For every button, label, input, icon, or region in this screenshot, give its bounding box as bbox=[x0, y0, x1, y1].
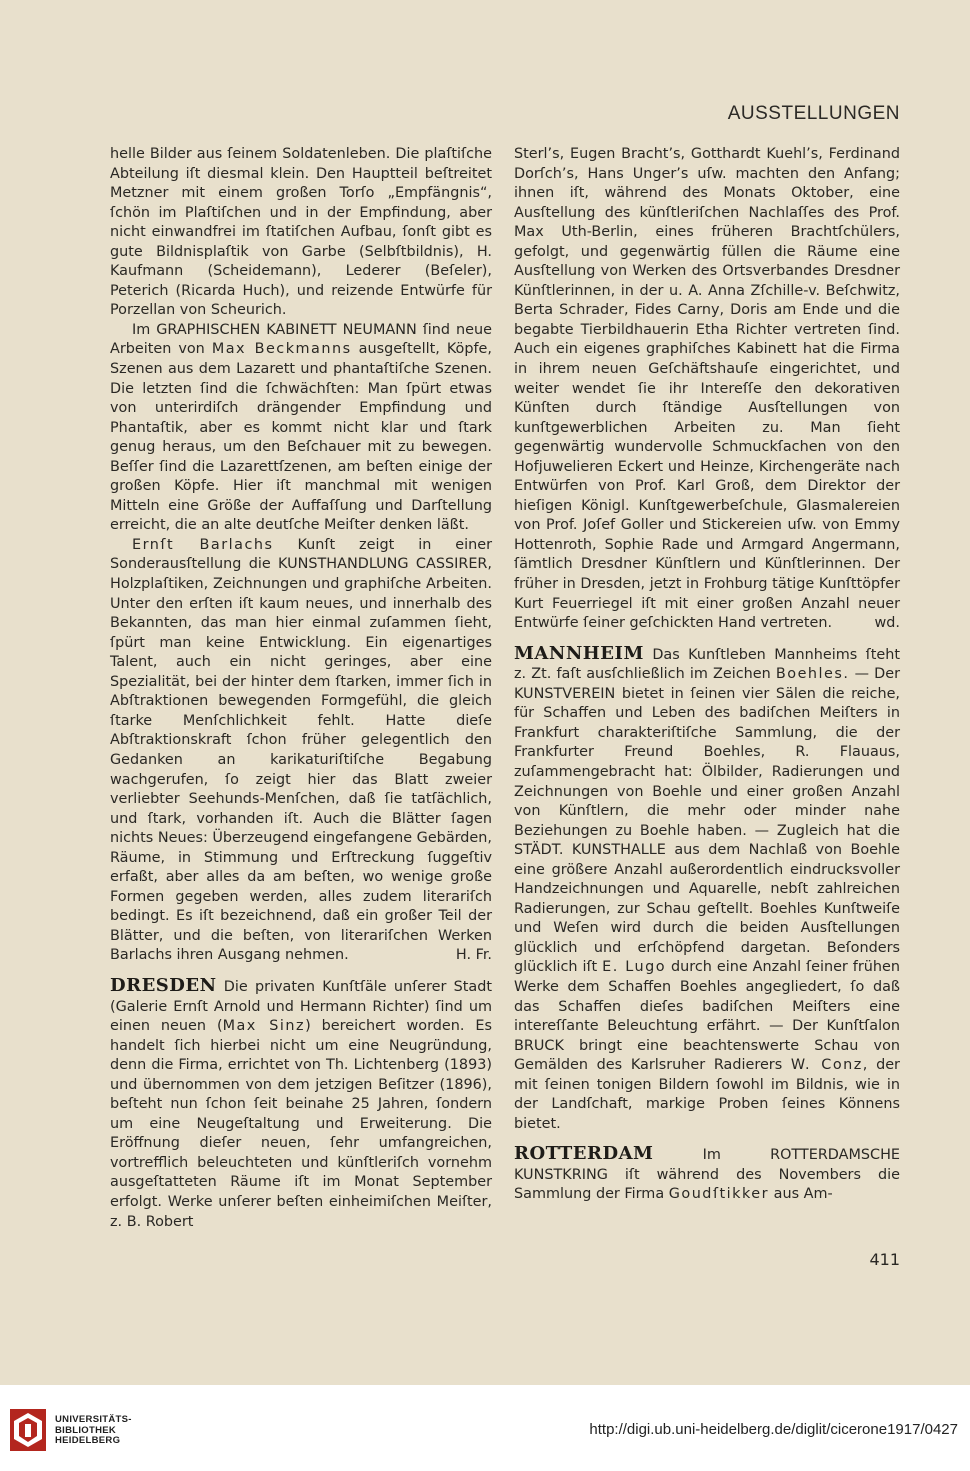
artist-name: Goudſtikker bbox=[668, 1186, 770, 1203]
paragraph: MANNHEIM Das Kunſtleben Mannheims ſteht z. Zt. faſt ausſchließlich im Zeichen Boehles. — Der KUNSTVEREIN bietet in ſeinen vier Sälen die reiche, für Schaffen und Leben des badiſchen Meiſters in Frankfurt charakteriſtiſche Sammlung, die der Frankfurter Freund Boehles, R. Flauaus, zuſammengebracht hat: Ölbilder, Radierungen und Zeichnungen von Boehle und einer großen Anzahl von Künſtlern, die mehr oder minder nahe Beziehungen zu Boehle haben. — Zugleich hat die STÄDT. KUNSTHALLE aus dem Nachlaß von Boehle eine größere Anzahl außerordentlich eindrucksvoller Handzeichnungen und Aquarelle, nebſt zahlreichen Radierungen, zur Schau geſtellt. Boehles Kunſtweiſe und Weſen wird durch die beiden Ausſtellungen glücklich und erſchöpfend dargetan. Beſonders glücklich iſt E. Lugo durch eine Anzahl ſeiner frühen Werke dem Schaffen Boehles angegliedert, ſo daß das Schaffen dieſes badiſchen Meiſters eine intereſſante Beleuchtung erfährt. — Der Kunſtſalon BRUCK bringt eine beachtenswerte Schau von Gemälden des Karlsruher Radierers W. Conz, der mit ſeinen tonigen Bildern ſowohl im Bildnis, wie in der Landſchaft, markige Proben ſeines Könnens bietet. bbox=[514, 642, 900, 1132]
source-url-link[interactable]: http://digi.ub.uni-heidelberg.de/diglit/cicerone1917/0427 bbox=[589, 1421, 958, 1438]
artist-name: Ernſt Barlachs bbox=[132, 536, 274, 553]
artist-name: Max Sinz bbox=[222, 1018, 306, 1035]
section-heading-mannheim: MANNHEIM bbox=[514, 642, 644, 664]
section-heading-dresden: DRESDEN bbox=[110, 974, 217, 996]
paragraph: Ernſt Barlachs Kunſt zeigt in einer Sonderausſtellung die KUNSTHANDLUNG CASSIRER, Holzplaſtiken, Zeichnungen und graphiſche Arbeiten. Unter den erſten iſt kaum neues, und innerhalb des Bekannten, das man hier einmal zuſammen ſieht, ſpürt man keine Entwicklung. Ein eigenartiges Talent, auch ein nicht geringes, aber eine Spezialität, bei der hinter dem ſtarken, immer ſich in Abſtraktionen bewegenden Formgefühl, die gleich ſtarke Menſchlichkeit fehlt. Hatte dieſe Abſtraktionskraft ſchon früher gelegentlich den Gedanken an karikaturiſtiſche Begabung wachgerufen, ſo zeigt hier das Blatt zweier verliebter Seehunds-Menſchen, daß ſie tatſächlich, und ſtark, vorhanden iſt. Auch die Blätter ſagen nichts Neues: Überzeugend eingefangene Gebärden, Räume, in Stimmung und Erſtreckung ſuggeſtiv erfaßt, aber alles da am beſten, wo wenige große Formen gegeben werden, alles zudem literariſch bedingt. Es iſt bezeichnend, daß ein großer Teil der Blätter, und die beſten, von literariſchen Werken Barlachs ihren Ausgang nehmen. H. Fr. bbox=[110, 536, 492, 966]
artist-name: W. Conz bbox=[790, 1057, 863, 1074]
right-column bbox=[514, 145, 900, 1205]
author-signature: H. Fr. bbox=[455, 947, 492, 964]
footer-bar bbox=[0, 1385, 970, 1471]
university-seal-icon bbox=[8, 1407, 48, 1453]
page-number: 411 bbox=[869, 1250, 900, 1269]
section-heading-rotterdam: ROTTERDAM bbox=[514, 1143, 654, 1165]
left-column bbox=[110, 145, 492, 1232]
running-header: AUSSTELLUNGEN bbox=[727, 103, 900, 124]
paragraph: Im GRAPHISCHEN KABINETT NEUMANN ſind neue Arbeiten von Max Beckmanns ausgeſtellt, Köpfe, Szenen aus dem Lazarett und phantaſtiſche Szenen. Die letzten ſind die ſchwächſten: Man ſpürt etwas von unterirdiſch drängender Empfindung und Phantaſtik, aber es kommt nicht klar und ſtark genug heraus, um den Beſchauer mit zu bewegen. Beſſer ſind die Lazarettſzenen, am beſten einige der großen Köpfe. Hier iſt manchmal mit wenigen Mitteln eine Größe der Auffaſſung und Darſtellung erreicht, die an alte deutſche Meiſter denken läßt. bbox=[110, 321, 492, 534]
library-name: UNIVERSITÄTS- BIBLIOTHEK HEIDELBERG bbox=[55, 1414, 132, 1446]
paragraph: ROTTERDAM Im ROTTERDAMSCHE KUNSTKRING iſt während des Novembers die Sammlung der Firma Goudſtikker aus Am- bbox=[514, 1143, 900, 1203]
paragraph: DRESDEN Die privaten Kunſtſäle unſerer Stadt (Galerie Ernſt Arnold und Hermann Richter) ſind um einen neuen (Max Sinz) bereichert worden. Es handelt ſich hierbei nicht um eine Neugründung, denn die Firma, errichtet von Th. Lichtenberg (1893) und übernommen von dem jetzigen Beſitzer (1896), beſteht nun ſchon ſeit beinahe 25 Jahren, ſondern um eine Neugeſtaltung und Erweiterung. Die Eröffnung dieſer neuen, ſehr umfangreichen, vortrefflich beleuchteten und künſtleriſch vornehm ausgeſtatteten Räume iſt im Monat September erfolgt. Werke unſerer beſten einheimiſchen Meiſter, z. B. Robert bbox=[110, 974, 492, 1230]
artist-name: Boehles. bbox=[775, 666, 850, 683]
paragraph: helle Bilder aus ſeinem Soldatenleben. Die plaſtiſche Abteilung iſt diesmal klein. Den Hauptteil beſtreitet Metzner mit einem großen Torſo „Empfängnis“, ſchön im Plaſtiſchen und in der Empfindung, aber nicht einwandfrei im ſtatiſchen Aufbau, ſonſt gibt es gute Bildnisplaſtik von Garbe (Selbſtbildnis), H. Kaufmann (Scheidemann), Lederer (Beſeler), Peterich (Ricarda Huch), und reizende Entwürfe für Porzellan von Scheurich. bbox=[110, 146, 492, 319]
artist-name: Max Beckmanns bbox=[211, 341, 352, 358]
artist-name: E. Lugo bbox=[602, 959, 667, 976]
author-signature: wd. bbox=[874, 615, 900, 632]
paragraph: Sterl’s, Eugen Bracht’s, Gotthardt Kuehl’s, Ferdinand Dorſch’s, Hans Unger’s uſw. machten den Anfang; ihnen iſt, während des Monats Oktober, eine Ausſtellung des künſtleriſchen Nachlaſſes des Prof. Max Uth-Berlin, eines früheren Brachtſchülers, gefolgt, und gegenwärtig füllen die Räume eine Ausſtellung von Werken des Ortsverbandes Dresdner Künſtlerinnen, in der u. A. Anna Zſchille-v. Beſchwitz, Berta Schrader, Fides Carny, Doris am Ende und die begabte Tierbildhauerin Etha Richter vertreten ſind. Auch ein eigenes graphiſches Kabinett hat die Firma in ihrem neuen Geſchäftshauſe eingerichtet, und weiter wendet ſie ihr Intereſſe den dekorativen Künſten durch ſtändige Ausſtellungen von kunſtgewerblichen Arbeiten zu. Man ſieht gegenwärtig wundervolle Schmuckſachen von den Hofjuwelieren Eckert und Heinze, Kirchengeräte nach Entwürfen von Prof. Karl Groß, dem Direktor der hieſigen Königl. Kunſtgewerbeſchule, Glasmalereien von Prof. Joſef Goller und Stickereien uſw. von Emmy Hottenroth, Sophie Rade und Armgard Angermann, ſämtlich Dresdner Künſtlern und Künſtlerinnen. Der früher in Dresden, jetzt in Frohburg tätige Kunſttöpfer Kurt Feuerriegel iſt mit einer großen Anzahl neuer Entwürfe ſeiner geſchickten Hand vertreten. wd. bbox=[514, 145, 900, 634]
